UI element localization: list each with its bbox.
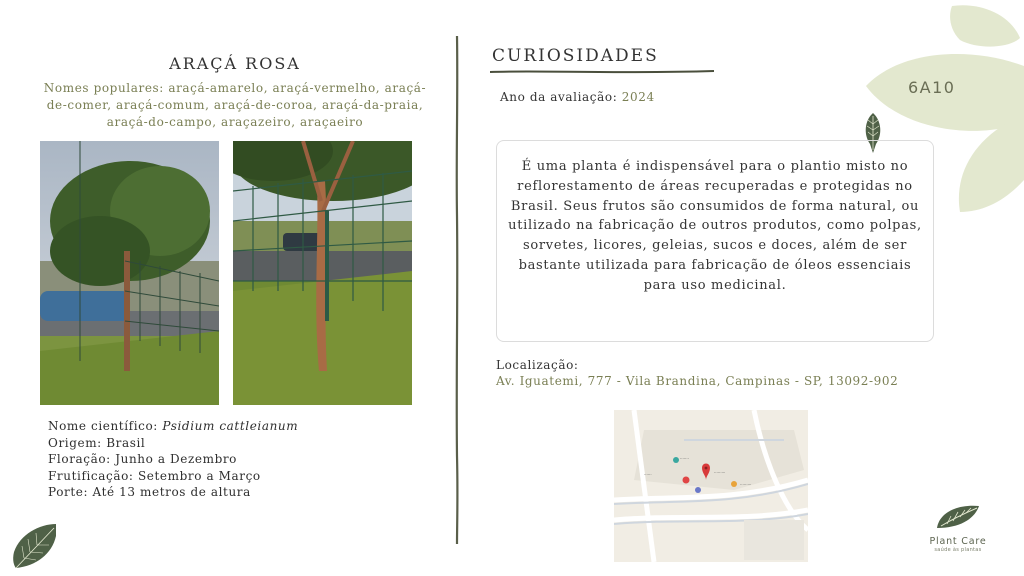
leaf-decoration-bottom-left bbox=[10, 522, 60, 570]
location-label: Localização: bbox=[496, 358, 579, 372]
plant-photo-2 bbox=[233, 141, 412, 405]
evaluation-label: Ano da avaliação: bbox=[500, 90, 622, 104]
title-underline bbox=[490, 68, 714, 76]
location-map[interactable] bbox=[614, 410, 808, 562]
plant-details bbox=[48, 418, 298, 501]
scientific-name-label: Nome científico: bbox=[48, 419, 163, 433]
svg-text:······: ······ bbox=[644, 472, 652, 477]
plant-care-logo-icon bbox=[933, 502, 983, 532]
column-divider bbox=[452, 36, 462, 544]
curiosity-text: É uma planta é indispensável para o plantio misto no reflorestamento de áreas recuperadas e protegidas no Brasil. Seus frutos são consumidos de forma natural, ou utilizado na fabricação de outros produtos, como polpas, sorvetes, licores, geleias, sucos e doces, além de ser bastante utilizada para fabricação de óleos essenciais para uso medicinal. bbox=[508, 159, 922, 293]
popular-names: Nomes populares: araçá-amarelo, araçá-vermelho, araçá-de-comer, araçá-comum, araçá-de-coroa, araçá-da-praia, araçá-do-campo, araçazeiro, araçaeiro bbox=[43, 81, 427, 129]
origin-row: Origem: Brasil bbox=[48, 435, 146, 450]
svg-text:·······: ······· bbox=[680, 456, 689, 461]
svg-text:·········: ········· bbox=[740, 482, 752, 487]
plant-title: ARAÇÁ ROSA bbox=[169, 54, 301, 73]
location-address: Av. Iguatemi, 777 - Vila Brandina, Campinas - SP, 13092-902 bbox=[496, 374, 899, 388]
curiosities-title: CURIOSIDADES bbox=[492, 46, 659, 66]
scientific-name-row bbox=[48, 418, 298, 435]
brand-tagline: saúde às plantas bbox=[934, 547, 982, 553]
flowering-row: Floração: Junho a Dezembro bbox=[48, 452, 238, 466]
svg-text:·········: ········· bbox=[714, 470, 726, 475]
fruiting-row: Frutificação: Setembro a Março bbox=[48, 468, 261, 483]
plant-photo-1 bbox=[40, 141, 219, 405]
size-row: Porte: Até 13 metros de altura bbox=[48, 485, 251, 499]
evaluation-year: 2024 bbox=[621, 90, 655, 104]
plant-code: 6A10 bbox=[908, 78, 956, 97]
evaluation-year-row bbox=[500, 90, 655, 104]
brand-name: Plant Care bbox=[929, 536, 987, 547]
scientific-name-value: Psidium cattleianum bbox=[162, 419, 299, 433]
curiosity-box bbox=[496, 140, 934, 342]
brand-logo bbox=[918, 502, 998, 553]
